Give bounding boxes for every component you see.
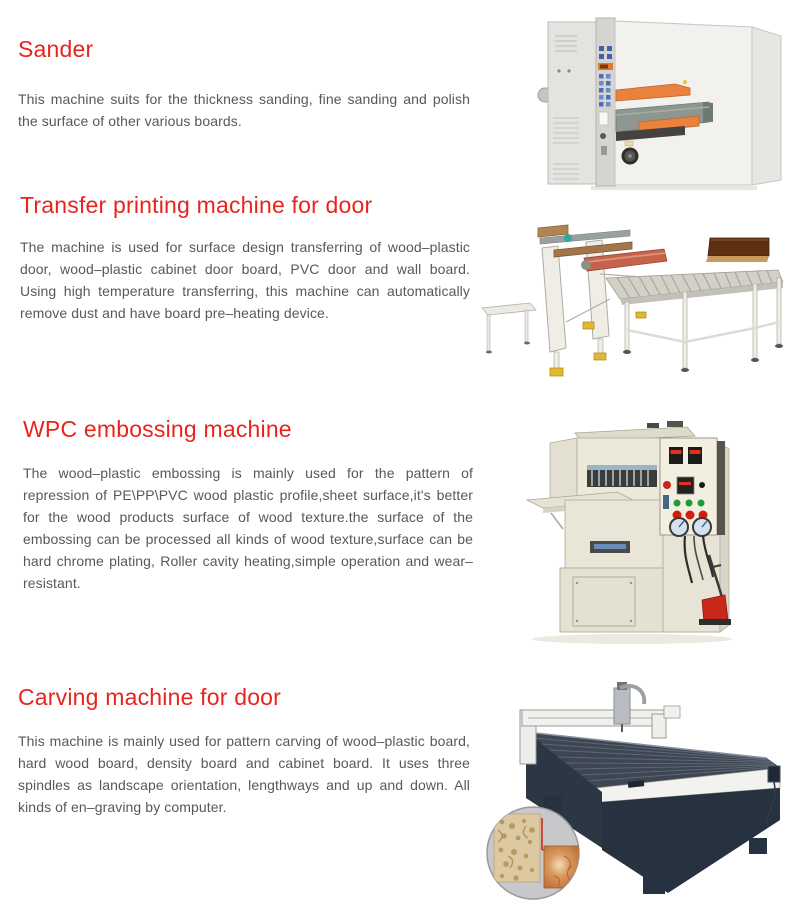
carving-machine-illustration (468, 680, 786, 912)
carving-machine-image (468, 680, 786, 912)
sander-machine-image (535, 14, 785, 196)
sander-machine-illustration (535, 14, 785, 196)
product-description-sander: This machine suits for the thickness sanding, fine sanding and polish the surface of other various boards. (18, 91, 470, 129)
transfer-printing-machine-image (480, 222, 786, 384)
product-description-wpc-embossing: The wood–plastic embossing is mainly used for the pattern of repression of PE\PP\PVC wood plastic profile,sheet surface,it's better for the wood products surface of wood texture.the surface of the embossing can be processed all kinds of wood texture,surface can be hard chrome plating, Roller cavity heating,simple operation and wear–resistant. (23, 465, 473, 591)
transfer-printing-machine-illustration (480, 222, 786, 384)
product-description-carving: This machine is mainly used for pattern carving of wood–plastic board, hard wood board, density board and cabinet board. It uses three spindles as landscape orientation, lengthways and up and down. All kinds of en–graving by computer. (18, 733, 470, 815)
product-title-wpc-embossing: WPC embossing machine (23, 416, 292, 442)
wpc-embossing-machine-image (517, 415, 783, 655)
product-title-carving: Carving machine for door (18, 684, 282, 710)
product-title-transfer-printing: Transfer printing machine for door (20, 192, 373, 218)
product-description-transfer-printing: The machine is used for surface design transferring of wood–plastic door, wood–plastic cabinet door board, PVC door and wall board. Using high temperature transferring, this machine can automatically remove dust and have board pre–heating device. (20, 239, 470, 321)
product-title-sander: Sander (18, 36, 94, 62)
wpc-embossing-machine-illustration (517, 415, 783, 655)
